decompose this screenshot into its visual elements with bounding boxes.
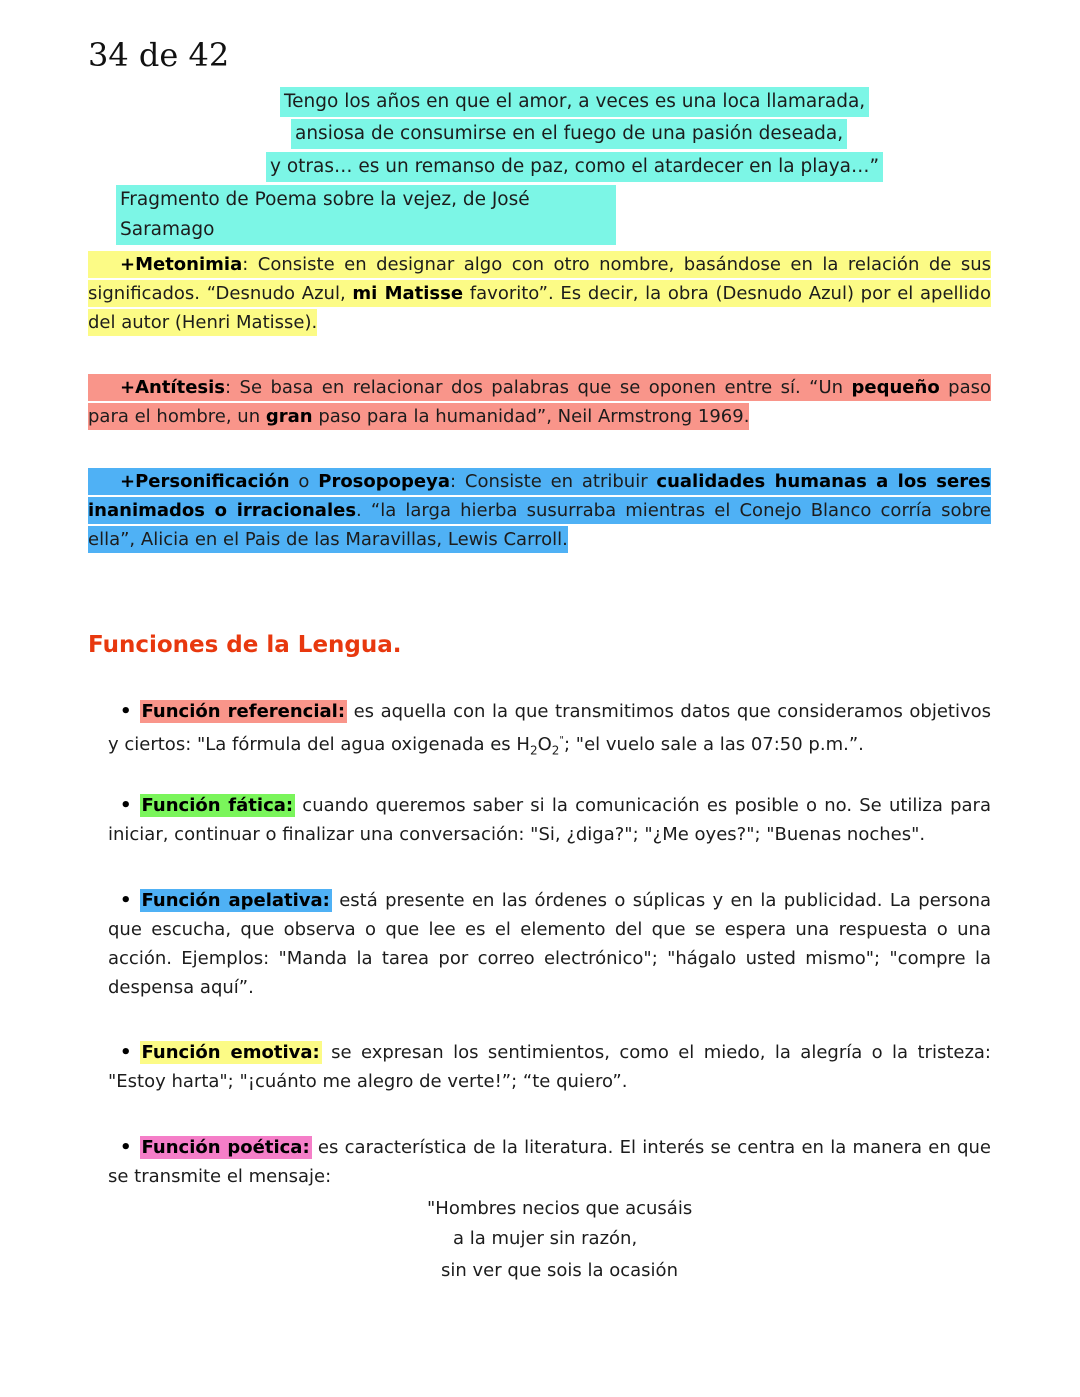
funcion-poetica-text: es característica de la literatura. El interés se centra en la manera en que se transmite el mensaje:	[108, 1137, 991, 1187]
funcion-fatica-label: Función fática:	[141, 795, 294, 816]
antitesis-text-3: paso para la humanidad”, Neil Armstrong 1969.	[312, 406, 750, 427]
section-title: Funciones de la Lengua.	[88, 632, 402, 658]
antitesis-text-2: paso para el hombre, un	[88, 377, 991, 427]
formula-sub-2: 2	[551, 743, 560, 758]
funcion-emotiva-label: Función emotiva:	[141, 1042, 320, 1063]
formula-sub-1: 2	[529, 743, 538, 758]
metonimia-sep: :	[242, 254, 258, 275]
poem-line-2: ansiosa de consumirse en el fuego de una pasión deseada,	[291, 119, 847, 149]
funcion-emotiva	[108, 1038, 991, 1096]
personificacion-text-2: . “la larga hierba susurraba mientras el Conejo Blanco corría sobre ella”, Alicia en el Pais de las Maravillas, Lewis Carroll.	[88, 500, 991, 550]
personificacion-bold: cualidades humanas a los seres inanimados o irracionales	[88, 471, 991, 521]
bullet: •	[120, 890, 132, 911]
funcion-fatica-text: cuando queremos saber si la comunicación es posible o no. Se utiliza para iniciar, continuar o finalizar una conversación: "Si, ¿diga?"; "¿Me oyes?"; "Buenas noches".	[108, 795, 991, 845]
page-number: 34 de 42	[88, 36, 230, 74]
funcion-poetica-label: Función poética:	[141, 1137, 310, 1158]
funcion-fatica	[108, 791, 991, 849]
formula-o: O	[537, 734, 552, 755]
bullet: •	[120, 795, 132, 816]
metonimia-term: +Metonimia	[120, 254, 243, 275]
personificacion-paragraph	[88, 467, 991, 554]
personificacion-term-2: Prosopopeya	[318, 471, 450, 492]
funcion-referencial	[108, 697, 991, 766]
metonimia-paragraph	[88, 250, 991, 337]
funcion-referencial-text-2: ; "el vuelo sale a las 07:50 p.m.”.	[564, 734, 864, 755]
verse-line-2: a la mujer sin razón,	[453, 1228, 638, 1249]
antitesis-paragraph	[88, 373, 991, 431]
antitesis-bold-2: gran	[265, 406, 313, 427]
personificacion-highlight	[88, 468, 991, 553]
metonimia-text-1: Consiste en designar algo con otro nombre, basándose en la relación de sus significados. “Desnudo Azul,	[88, 254, 991, 304]
personificacion-text-1: Consiste en atribuir	[464, 471, 657, 492]
funcion-emotiva-text: se expresan los sentimientos, como el miedo, la alegría o la tristeza: "Estoy harta"; "¡cuánto me alegro de verte!”; “te quiero”.	[108, 1042, 992, 1092]
poem-line-3: y otras… es un remanso de paz, como el atardecer en la playa…”	[266, 152, 883, 182]
personificacion-term-1: +Personificación	[120, 471, 290, 492]
verse-line-1: "Hombres necios que acusáis	[427, 1198, 693, 1219]
personificacion-conj: o	[289, 471, 319, 492]
funcion-referencial-label: Función referencial:	[141, 701, 346, 722]
personificacion-sep: :	[450, 471, 465, 492]
verse-line-3: sin ver que sois la ocasión	[441, 1260, 678, 1281]
antitesis-sep: :	[225, 377, 240, 398]
antitesis-highlight	[88, 374, 991, 430]
bullet: •	[120, 1042, 132, 1063]
antitesis-text-1: Se basa en relacionar dos palabras que se oponen entre sí. “Un	[239, 377, 852, 398]
poem-source: Fragmento de Poema sobre la vejez, de José Saramago	[116, 185, 616, 245]
antitesis-bold-1: pequeño	[851, 377, 940, 398]
formula-quote: "	[559, 735, 565, 746]
funcion-referencial-text-1: es aquella con la que transmitimos datos que consideramos objetivos y ciertos: "La fórmula del agua oxigenada es H	[108, 701, 991, 755]
metonimia-highlight	[88, 251, 991, 336]
funcion-apelativa-text: está presente en las órdenes o súplicas y en la publicidad. La persona que escucha, que observa o que lee es el elemento del que se espera una respuesta o una acción. Ejemplos: "Manda la tarea por correo electrónico"; "hágalo usted mismo"; "compre la despensa aquí”.	[108, 890, 992, 998]
funcion-poetica	[108, 1133, 991, 1191]
metonimia-bold: mi Matisse	[352, 283, 464, 304]
metonimia-text-2: favorito”. Es decir, la obra (Desnudo Azul) por el apellido del autor (Henri Matisse).	[88, 283, 991, 333]
funcion-apelativa	[108, 886, 991, 1002]
funcion-apelativa-label: Función apelativa:	[141, 890, 330, 911]
bullet: •	[120, 701, 132, 722]
bullet: •	[120, 1137, 132, 1158]
poem-line-1: Tengo los años en que el amor, a veces es una loca llamarada,	[280, 87, 869, 117]
antitesis-term: +Antítesis	[120, 377, 226, 398]
